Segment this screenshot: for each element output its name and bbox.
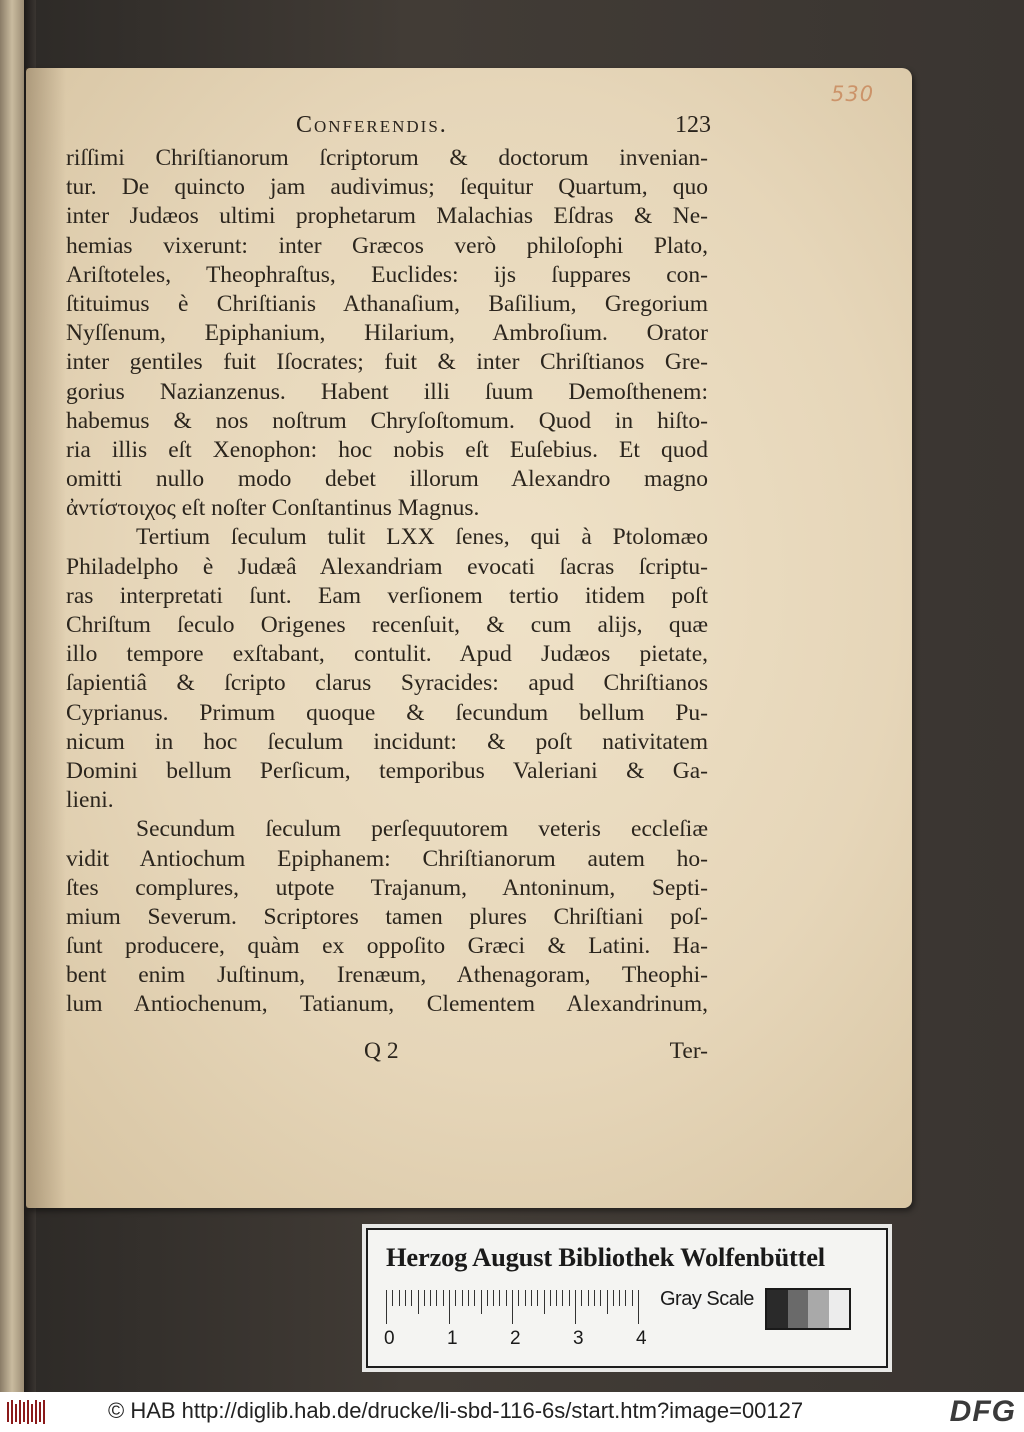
color-calibration-card bbox=[366, 1228, 888, 1368]
gray-scale-swatches bbox=[765, 1288, 851, 1330]
pencil-annotation: 530 bbox=[831, 82, 875, 106]
ruler-tick bbox=[487, 1290, 488, 1306]
text-line: inter gentiles fuit Iſocrates; fuit & inter Chriſtianos Gre- bbox=[66, 349, 708, 376]
ruler-tick bbox=[405, 1290, 406, 1306]
ruler-tick bbox=[613, 1290, 614, 1306]
ruler-tick bbox=[569, 1290, 570, 1306]
body-text bbox=[66, 144, 708, 1020]
ruler-tick bbox=[468, 1290, 469, 1306]
ruler-tick bbox=[430, 1290, 431, 1306]
footer-bar bbox=[0, 1392, 1024, 1432]
ruler-tick bbox=[607, 1290, 608, 1314]
ruler-tick bbox=[392, 1290, 393, 1306]
ruler-tick bbox=[537, 1290, 538, 1306]
text-line: Philadelpho è Judæâ Alexandriam evocati ſacras ſcriptu- bbox=[66, 553, 708, 580]
dfg-logo: DFG bbox=[949, 1395, 1016, 1428]
ruler-number: 1 bbox=[447, 1328, 458, 1349]
text-line: ras interpretati ſunt. Eam verſionem tertio itidem poſt bbox=[66, 582, 708, 609]
gray-scale-label: Gray Scale bbox=[660, 1288, 754, 1310]
text-line: ſtituimus è Chriſtianis Athanaſium, Baſilium, Gregorium bbox=[66, 290, 708, 317]
ruler-tick bbox=[575, 1290, 576, 1324]
ruler-tick bbox=[531, 1290, 532, 1306]
ruler-tick bbox=[525, 1290, 526, 1306]
ruler-tick bbox=[588, 1290, 589, 1306]
text-line: inter Judæos ultimi prophetarum Malachias Eſdras & Ne- bbox=[66, 203, 708, 230]
text-line: ria illis eſt Xenophon: hoc nobis eſt Euſebius. Et quod bbox=[66, 436, 708, 463]
text-line: hemias vixerunt: inter Græcos verò philoſophi Plato, bbox=[66, 232, 708, 259]
text-line: illo tempore exſtabant, contulit. Apud Judæos pietate, bbox=[66, 641, 708, 668]
text-line: bent enim Juſtinum, Irenæum, Athenagoram, Theophi- bbox=[66, 962, 708, 989]
book-page bbox=[26, 68, 912, 1208]
text-line: Domini bellum Perſicum, temporibus Valeriani & Ga- bbox=[66, 757, 708, 784]
ruler-number: 0 bbox=[384, 1328, 395, 1349]
gray-swatch bbox=[788, 1290, 809, 1328]
facing-page-edge bbox=[0, 0, 24, 1392]
text-line: gorius Nazianzenus. Habent illi ſuum Demoſthenem: bbox=[66, 378, 708, 405]
catchword: Ter- bbox=[669, 1038, 708, 1064]
text-line: Chriſtum ſeculo Origenes recenſuit, & cum alijs, quæ bbox=[66, 612, 708, 638]
text-line: Secundum ſeculum perſequutorem veteris eccleſiæ bbox=[136, 816, 708, 843]
text-line: Tertium ſeculum tulit LXX ſenes, qui à Ptolomæo bbox=[136, 524, 708, 551]
ruler-tick bbox=[449, 1290, 450, 1324]
hab-barcode-icon bbox=[6, 1398, 46, 1426]
text-line: omitti nullo modo debet illorum Alexandro magno bbox=[66, 466, 708, 493]
ruler-tick bbox=[562, 1290, 563, 1306]
text-line: ſapientiâ & ſcripto clarus Syracides: apud Chriſtianos bbox=[66, 670, 708, 697]
ruler-tick bbox=[399, 1290, 400, 1306]
text-line: habemus & nos noſtrum Chryſoſtomum. Quod in hiſto- bbox=[66, 407, 708, 434]
signature-mark: Q 2 bbox=[364, 1038, 399, 1064]
ruler-number: 2 bbox=[510, 1328, 521, 1349]
ruler-tick bbox=[436, 1290, 437, 1306]
ruler-tick bbox=[418, 1290, 419, 1314]
page-foot bbox=[66, 1038, 708, 1068]
text-line: vidit Antiochum Epiphanem: Chriſtianorum autem ho- bbox=[66, 845, 708, 872]
text-line: ἀντίστοιχος eſt noſter Conſtantinus Magnus. bbox=[66, 495, 480, 522]
text-line: Ariſtoteles, Theophraſtus, Euclides: ijs ſuppares con- bbox=[66, 261, 708, 288]
running-title: Conferendis. bbox=[296, 112, 448, 138]
text-line: tur. De quincto jam audivimus; ſequitur Quartum, quo bbox=[66, 174, 708, 201]
ruler-tick bbox=[455, 1290, 456, 1306]
ruler-tick bbox=[506, 1290, 507, 1306]
ruler-tick bbox=[462, 1290, 463, 1306]
page-shading bbox=[26, 68, 66, 1208]
ruler-tick bbox=[386, 1290, 387, 1324]
library-name: Herzog August Bibliothek Wolfenbüttel bbox=[386, 1242, 825, 1272]
ruler-tick bbox=[638, 1290, 639, 1324]
text-line: lieni. bbox=[66, 787, 114, 814]
text-line: lum Antiochenum, Tatianum, Clementem Alexandrinum, bbox=[66, 991, 708, 1018]
ruler-tick bbox=[594, 1290, 595, 1306]
ruler-tick bbox=[581, 1290, 582, 1306]
ruler-tick bbox=[625, 1290, 626, 1306]
text-line: mium Severum. Scriptores tamen plures Chriſtiani poſ- bbox=[66, 903, 708, 930]
text-line: ſunt producere, quàm ex oppoſito Græci & Latini. Ha- bbox=[66, 933, 708, 960]
ruler-tick bbox=[499, 1290, 500, 1306]
ruler-tick bbox=[493, 1290, 494, 1306]
ruler-tick bbox=[544, 1290, 545, 1314]
ruler-tick bbox=[518, 1290, 519, 1306]
copyright-link[interactable]: © HAB http://diglib.hab.de/drucke/li-sbd-116-6s/start.htm?image=00127 bbox=[108, 1398, 804, 1423]
ruler-number: 4 bbox=[636, 1328, 647, 1349]
text-line: nicum in hoc ſeculum incidunt: & poſt nativitatem bbox=[66, 728, 708, 755]
cm-ruler bbox=[384, 1290, 648, 1349]
gray-swatch bbox=[808, 1290, 829, 1328]
gray-swatch bbox=[829, 1290, 850, 1328]
ruler-tick bbox=[424, 1290, 425, 1306]
ruler-tick bbox=[619, 1290, 620, 1306]
ruler-tick bbox=[632, 1290, 633, 1306]
text-line: Cyprianus. Primum quoque & ſecundum bellum Pu- bbox=[66, 699, 708, 726]
ruler-tick bbox=[550, 1290, 551, 1306]
text-line: riſſimi Chriſtianorum ſcriptorum & doctorum invenian- bbox=[66, 145, 708, 171]
ruler-number: 3 bbox=[573, 1328, 584, 1349]
text-line: ſtes complures, utpote Trajanum, Antoninum, Septi- bbox=[66, 874, 708, 901]
text-line: Nyſſenum, Epiphanium, Hilarium, Ambroſium. Orator bbox=[66, 320, 708, 347]
ruler-tick bbox=[481, 1290, 482, 1314]
ruler-tick bbox=[443, 1290, 444, 1306]
gray-swatch bbox=[767, 1290, 788, 1328]
ruler-tick bbox=[474, 1290, 475, 1306]
running-head bbox=[66, 112, 711, 146]
page-number: 123 bbox=[675, 112, 711, 138]
ruler-tick bbox=[411, 1290, 412, 1306]
ruler-tick bbox=[512, 1290, 513, 1324]
ruler-tick bbox=[600, 1290, 601, 1306]
ruler-tick bbox=[556, 1290, 557, 1306]
